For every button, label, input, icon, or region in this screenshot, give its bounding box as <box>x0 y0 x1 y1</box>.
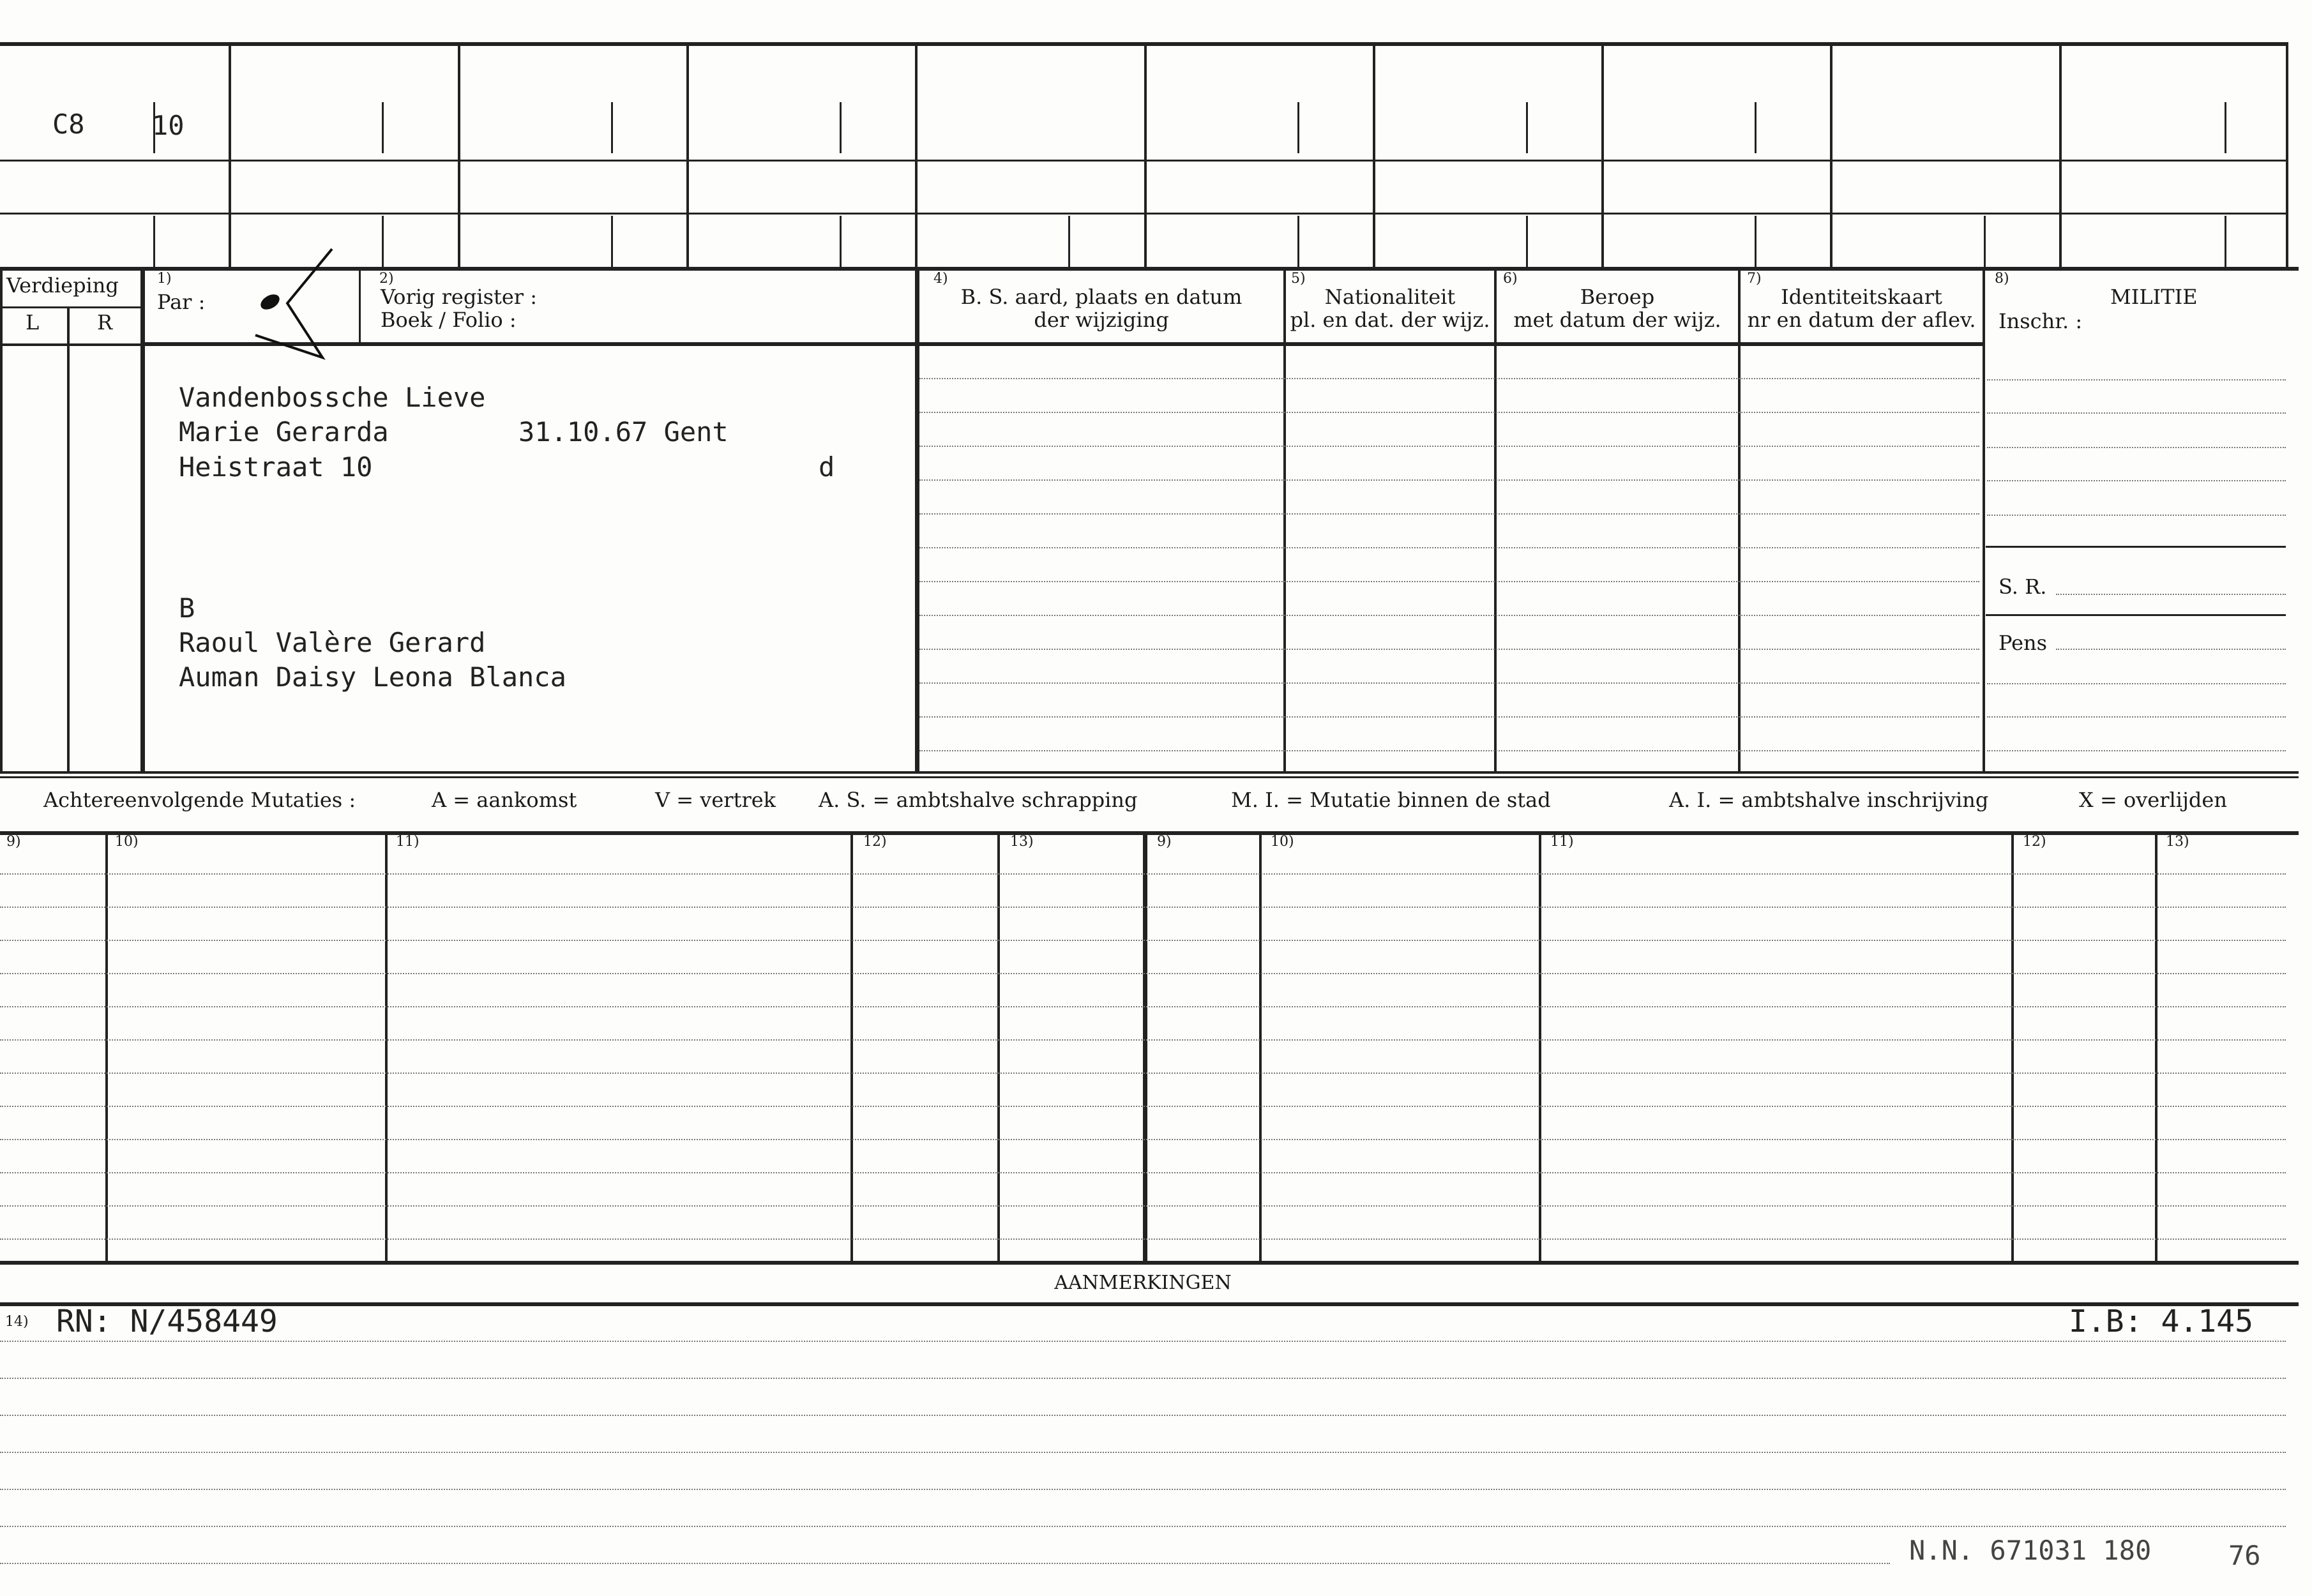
identiteitskaart-label: Identiteitskaart <box>1781 285 1942 309</box>
bs-label-2: der wijziging <box>1034 308 1169 332</box>
vorig-register-label: Vorig register : <box>381 285 538 309</box>
beroep-label: Beroep <box>1580 285 1655 309</box>
mut-col-13-b: 13) <box>2166 834 2189 850</box>
mutatie-x: X = overlijden <box>2079 788 2227 812</box>
person-birth: 31.10.67 Gent <box>518 416 729 448</box>
col8-number: 8) <box>1995 271 2009 287</box>
nn-suffix: 76 <box>2228 1540 2261 1571</box>
mut-col-11-a: 11) <box>396 834 419 850</box>
col7-number: 7) <box>1747 271 1762 287</box>
mut-col-9-b: 9) <box>1157 834 1172 850</box>
grid-cell-10: 10 <box>152 110 185 141</box>
bs-label-1: B. S. aard, plaats en datum <box>960 285 1243 309</box>
verdieping-l: L <box>26 310 40 335</box>
pens-label: Pens <box>1998 631 2048 655</box>
verdieping-label: Verdieping <box>6 273 119 297</box>
col5-number: 5) <box>1291 271 1306 287</box>
beroep-sub: met datum der wijz. <box>1513 308 1721 332</box>
mut-col-11-b: 11) <box>1550 834 1574 850</box>
remarks-number: 14) <box>5 1314 29 1330</box>
mut-col-9-a: 9) <box>6 834 21 850</box>
person-name: Vandenbossche Lieve <box>179 382 486 413</box>
militie-title: MILITIE <box>2110 285 2198 309</box>
col1-number: 1) <box>157 271 172 287</box>
checkmark-icon <box>252 246 348 364</box>
person-given-names: Marie Gerarda <box>179 416 389 448</box>
par-label: Par : <box>157 290 206 314</box>
identiteitskaart-sub: nr en datum der aflev. <box>1747 308 1976 332</box>
mut-col-13-a: 13) <box>1010 834 1034 850</box>
boek-folio-label: Boek / Folio : <box>381 308 517 332</box>
person-address: Heistraat 10 <box>179 451 373 483</box>
nationaliteit-sub: pl. en dat. der wijz. <box>1290 308 1490 332</box>
nn-number: N.N. 671031 180 <box>1909 1535 2152 1566</box>
mutatie-as: A. S. = ambtshalve schrapping <box>819 788 1138 812</box>
inschr-label: Inschr. : <box>1998 309 2083 333</box>
person-marker: d <box>819 451 835 483</box>
remarks-title: AANMERKINGEN <box>1054 1272 1232 1294</box>
person-b: B <box>179 592 195 624</box>
col2-number: 2) <box>379 271 394 287</box>
mutaties-title: Achtereenvolgende Mutaties : <box>43 788 356 812</box>
grid-cell-c8: C8 <box>52 109 85 140</box>
mutatie-v: V = vertrek <box>655 788 776 812</box>
ib-number: I.B: 4.145 <box>2069 1304 2253 1339</box>
sr-label: S. R. <box>1998 575 2047 599</box>
col4-number: 4) <box>933 271 948 287</box>
col6-number: 6) <box>1503 271 1518 287</box>
verdieping-r: R <box>97 310 113 335</box>
mut-col-10-a: 10) <box>115 834 139 850</box>
mut-col-12-b: 12) <box>2023 834 2046 850</box>
nationaliteit-label: Nationaliteit <box>1324 285 1456 309</box>
mutatie-ai: A. I. = ambtshalve inschrijving <box>1669 788 1989 812</box>
mut-col-10-b: 10) <box>1271 834 1294 850</box>
rn-number: RN: N/458449 <box>56 1304 278 1339</box>
mutatie-mi: M. I. = Mutatie binnen de stad <box>1231 788 1551 812</box>
person-mother: Auman Daisy Leona Blanca <box>179 661 566 693</box>
mut-col-12-a: 12) <box>863 834 887 850</box>
person-father: Raoul Valère Gerard <box>179 627 486 658</box>
mutatie-a: A = aankomst <box>432 788 577 812</box>
